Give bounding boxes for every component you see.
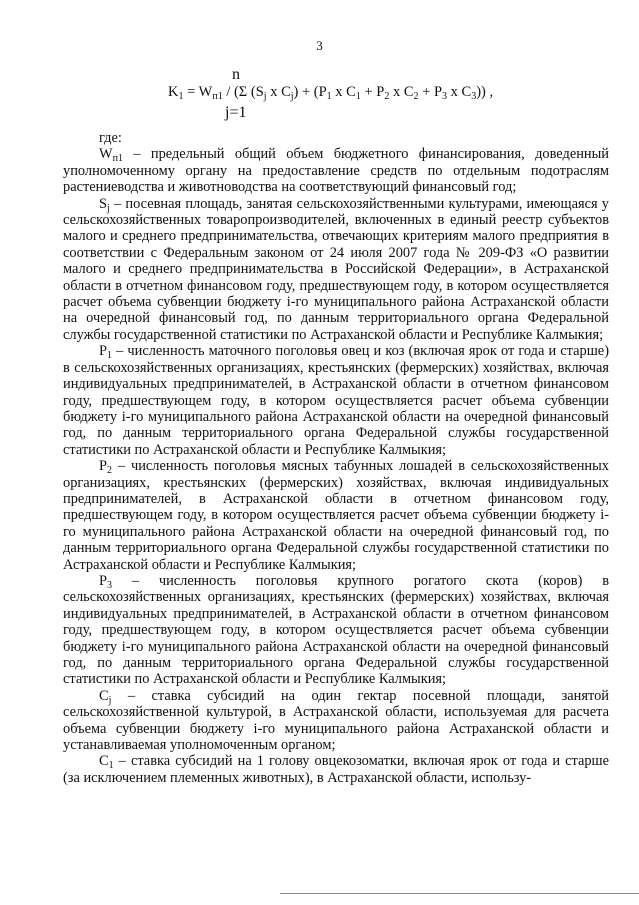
where-label: где: <box>99 130 122 146</box>
definitions-text <box>63 130 609 786</box>
term-s: $S_j$ – посевная площадь, занятая сельскохозяйственными культурами, имеющаяся у сельскохозяйственных товаропроизводителей, включенных в единый реестр субъектов малого и среднего предпринимательства, отвечающих критериям малого предприятия в соответствии с Федеральным законом от 24 июля 2007 года № 209-ФЗ «О развитии малого и среднего предпринимательства в Российской Федерации», в Астраханской области в отчетном финансовом году, предшествующем году, в котором осуществляется расчет объема субвенции бюджету i-го муниципального района Астраханской области на очередной финансовый год, по данным территориального органа Федеральной службы государственной статистики по Астраханской области и Республике Калмыкия; <box>63 195 609 343</box>
term-c1: $C_1$ – ставка субсидий на 1 голову овцекозоматки, включая ярок от года и старше (за исключением племенных животных), в Астраханской области, использу- <box>63 753 609 786</box>
sum-upper-index: n <box>232 66 240 83</box>
term-p2: $P_2$ – численность поголовья мясных табунных лошадей в сельскохозяйственных организациях, крестьянских (фермерских) хозяйствах, включая индивидуальных предпринимателей, в Астраханской области в отчетном финансовом году, предшествующем году, в котором осуществляется расчет объема субвенции бюджету i-го муниципального района Астраханской области на очередной финансовый год, по данным территориального органа Федеральной службы государственной статистики по Астраханской области и Республике Калмыкия; <box>63 458 609 573</box>
formula-main: $K_1 = W_{п1} / (\Sigma$ ($S_j$ x $C_j) + (P_1$ x $C_1 + P_2$ x $C_2 + P_3$ x $C_3$)) , <box>168 84 494 102</box>
term-cj: $C_j$ – ставка субсидий на один гектар посевной площади, занятой сельскохозяйственной культурой, в Астраханской области, используемая для расчета объема субвенции бюджету i-го муниципального района Астраханской области и устанавливаемая уполномоченным органом; <box>63 687 609 754</box>
page-number: 3 <box>316 38 323 53</box>
sum-lower-index: j=1 <box>225 104 247 121</box>
term-p1: $P_1$ – численность маточного поголовья овец и коз (включая ярок от года и старше) в сельскохозяйственных организациях, крестьянских (фермерских) хозяйствах, включая индивидуальных предпринимателей, в Астраханской области в отчетном финансовом году, предшествующем году, в котором осуществляется расчет объема субвенции бюджету i-го муниципального района Астраханской области на очередной финансовый год, по данным территориального органа Федеральной службы государственной статистики по Астраханской области и Республике Калмыкия; <box>63 343 609 458</box>
term-p3: $P_3$ – численность поголовья крупного рогатого скота (коров) в сельскохозяйственных организациях, крестьянских (фермерских) хозяйствах, включая индивидуальных предпринимателей, в Астраханской области в отчетном финансовом году, предшествующем году, в котором осуществляется расчет объема субвенции бюджету i-го муниципального района Астраханской области на очередной финансовый год, по данным территориального органа Федеральной службы государственной статистики по Астраханской области и Республике Калмыкия; <box>63 572 609 688</box>
scan-edge-line <box>280 893 639 894</box>
term-w: $W_{п1}$ – предельный общий объем бюджетного финансирования, доведенный уполномоченному органу на предоставление средств по отдельным подотраслям растениеводства и животноводства на соответствующий финансовый год; <box>63 146 609 196</box>
